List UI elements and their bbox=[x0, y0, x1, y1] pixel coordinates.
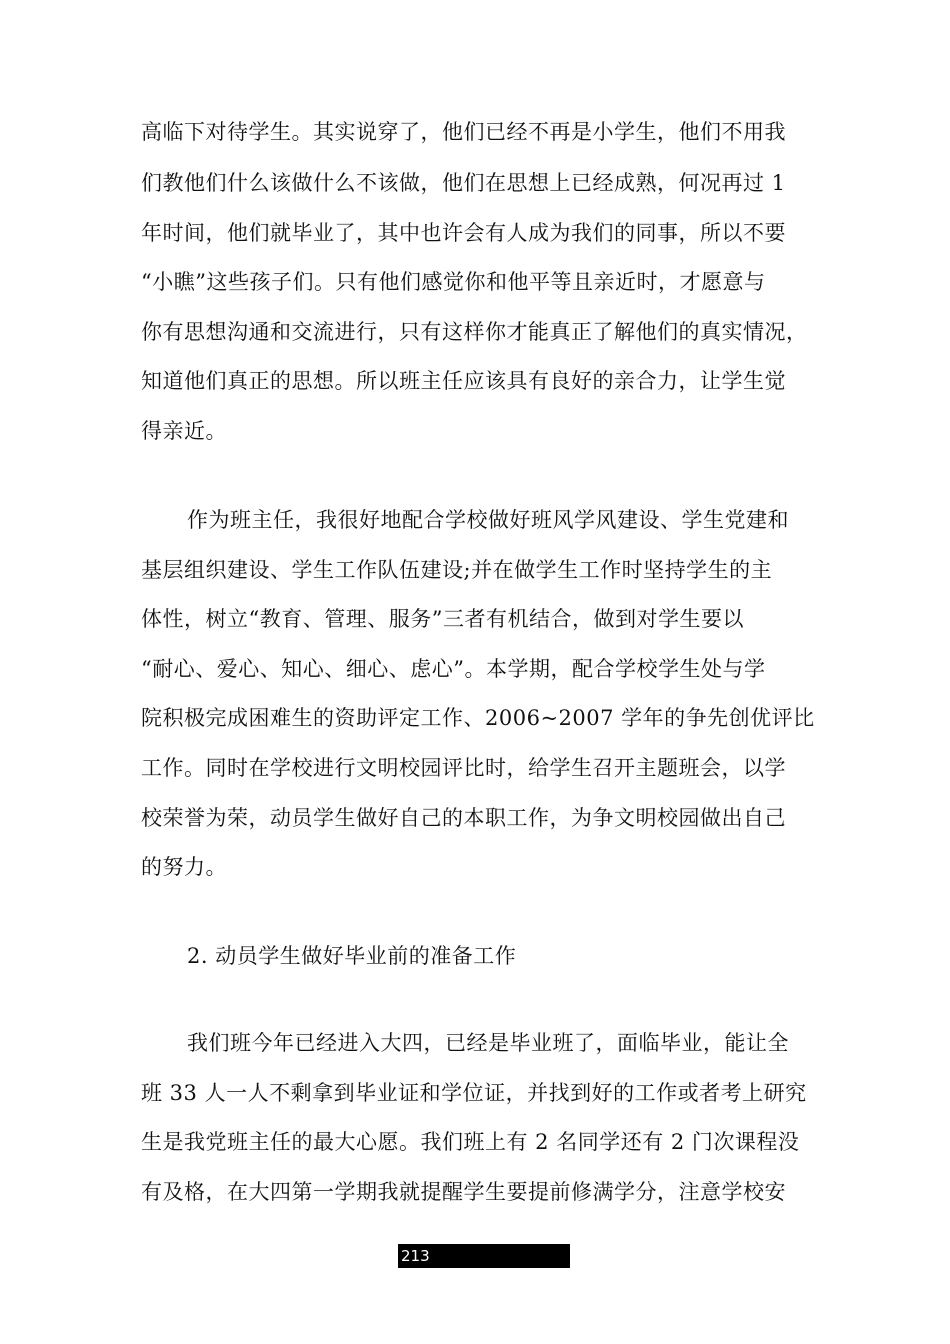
paragraph-line: 班 33 人一人不剩拿到毕业证和学位证，并找到好的工作或者考上研究 bbox=[141, 1081, 807, 1105]
paragraph-line: 工作。同时在学校进行文明校园评比时，给学生召开主题班会，以学 bbox=[141, 756, 786, 780]
paragraph-line: 的努力。 bbox=[141, 855, 227, 879]
paragraph-line: 知道他们真正的思想。所以班主任应该具有良好的亲合力，让学生觉 bbox=[141, 369, 786, 393]
paragraph-line: 校荣誉为荣，动员学生做好自己的本职工作，为争文明校园做出自己 bbox=[141, 806, 786, 830]
paragraph-line: “耐心、爱心、知心、细心、虑心”。本学期，配合学校学生处与学 bbox=[141, 657, 766, 681]
paragraph-line: 有及格，在大四第一学期我就提醒学生要提前修满学分，注意学校安 bbox=[141, 1180, 786, 1204]
paragraph-line: 作为班主任，我很好地配合学校做好班风学风建设、学生党建和 bbox=[187, 508, 789, 532]
paragraph-line: 基层组织建设、学生工作队伍建设;并在做学生工作时坚持学生的主 bbox=[141, 558, 773, 582]
paragraph-line: 院积极完成困难生的资助评定工作、2006~2007 学年的争先创优评比 bbox=[141, 706, 815, 730]
paragraph-line: 我们班今年已经进入大四，已经是毕业班了，面临毕业，能让全 bbox=[187, 1031, 789, 1055]
paragraph-line: “小瞧”这些孩子们。只有他们感觉你和他平等且亲近时，才愿意与 bbox=[141, 270, 766, 294]
paragraph-line: 年时间，他们就毕业了，其中也许会有人成为我们的同事，所以不要 bbox=[141, 221, 786, 245]
paragraph-line: 你有思想沟通和交流进行，只有这样你才能真正了解他们的真实情况， bbox=[141, 320, 808, 344]
page-number-bar bbox=[398, 1244, 570, 1268]
section-heading: 2. 动员学生做好毕业前的准备工作 bbox=[187, 944, 517, 968]
page-number: 213 bbox=[401, 1247, 430, 1265]
paragraph-line: 生是我党班主任的最大心愿。我们班上有 2 名同学还有 2 门次课程没 bbox=[141, 1130, 800, 1154]
paragraph-line: 体性，树立“教育、管理、服务”三者有机结合，做到对学生要以 bbox=[141, 607, 744, 631]
paragraph-line: 得亲近。 bbox=[141, 419, 227, 443]
paragraph-line: 们教他们什么该做什么不该做，他们在思想上已经成熟，何况再过 1 bbox=[141, 171, 786, 195]
paragraph-line: 高临下对待学生。其实说穿了，他们已经不再是小学生，他们不用我 bbox=[141, 120, 786, 144]
